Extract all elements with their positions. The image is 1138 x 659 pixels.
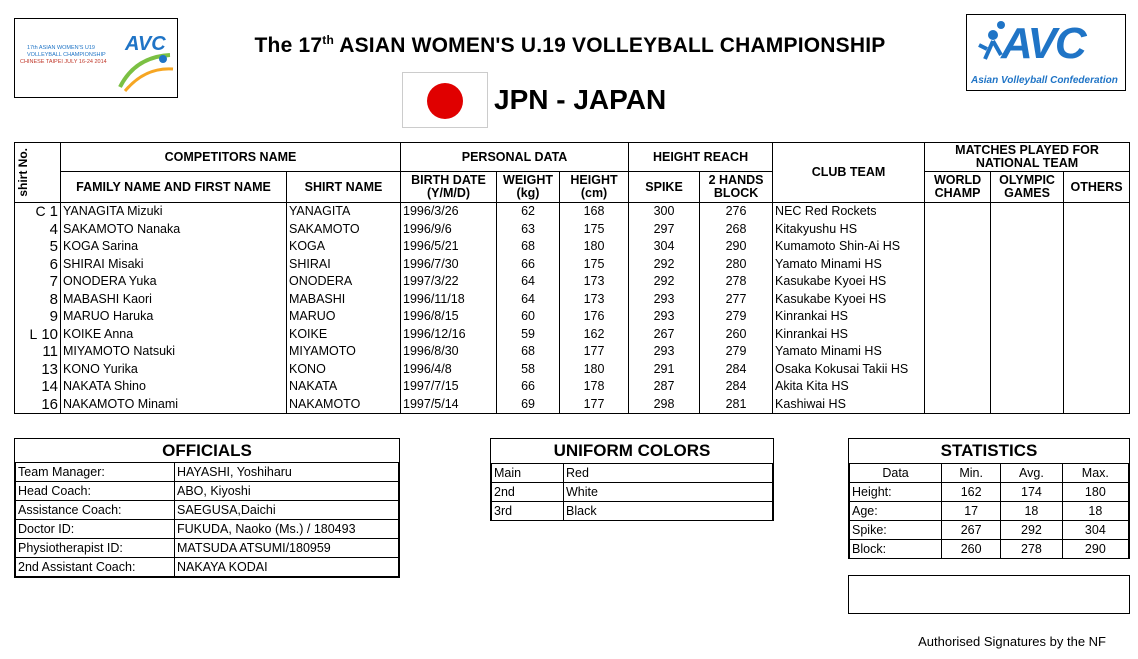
- olympic-games-cell: [991, 221, 1064, 239]
- spike-cell: 297: [629, 221, 700, 239]
- world-champ-cell: [925, 221, 991, 239]
- spike-cell: 291: [629, 361, 700, 379]
- player-row: [15, 221, 1130, 239]
- shirt-number: 9: [49, 308, 58, 326]
- player-role: L: [29, 325, 38, 342]
- shirt-number-cell: [15, 291, 61, 309]
- shirt-number: 11: [42, 343, 58, 361]
- statistics-avg-cell: 18: [1001, 502, 1063, 521]
- player-name-cell: ONODERA Yuka: [61, 273, 287, 291]
- player-role: C: [35, 203, 46, 220]
- olympic-games-cell: [991, 308, 1064, 326]
- others-cell: [1064, 343, 1130, 361]
- block-cell: 281: [700, 396, 773, 414]
- height-cell: 176: [560, 308, 629, 326]
- weight-cell: 60: [497, 308, 560, 326]
- official-row: [16, 501, 399, 520]
- flag-sun: [427, 83, 463, 119]
- weight-cell: 68: [497, 343, 560, 361]
- event-logo-line3: CHINESE TAIPEI JULY 16-24 2014: [20, 59, 107, 65]
- official-role: Head Coach:: [16, 482, 175, 501]
- player-name-cell: KOIKE Anna: [61, 326, 287, 344]
- shirt-name-cell: NAKAMOTO: [287, 396, 401, 414]
- shirt-name-header: SHIRT NAME: [287, 172, 401, 203]
- club-team-cell: Kumamoto Shin-Ai HS: [773, 238, 925, 256]
- birth-date-cell: 1996/7/30: [401, 256, 497, 274]
- spike-cell: 267: [629, 326, 700, 344]
- spike-cell: 292: [629, 256, 700, 274]
- birth-date-cell: 1996/11/18: [401, 291, 497, 309]
- statistics-avg-cell: 292: [1001, 521, 1063, 540]
- block-cell: 279: [700, 308, 773, 326]
- shirt-number: 13: [41, 360, 58, 378]
- olympic-games-cell: [991, 273, 1064, 291]
- club-team-header: CLUB TEAM: [773, 143, 925, 203]
- club-team-cell: Yamato Minami HS: [773, 343, 925, 361]
- player-name-cell: KOGA Sarina: [61, 238, 287, 256]
- roster-body: [15, 203, 1130, 414]
- signature-caption: Authorised Signatures by the NF: [918, 634, 1106, 649]
- event-logo-line2: VOLLEYBALL CHAMPIONSHIP: [27, 52, 106, 58]
- official-name: MATSUDA ATSUMI/180959: [175, 539, 399, 558]
- family-first-header: FAMILY NAME AND FIRST NAME: [61, 172, 287, 203]
- weight-cell: 62: [497, 203, 560, 221]
- olympic-games-header: OLYMPIC GAMES: [991, 172, 1064, 203]
- spike-cell: 298: [629, 396, 700, 414]
- uniform-panel: [490, 438, 774, 521]
- uniform-table: [491, 463, 773, 521]
- statistics-header-cell: Avg.: [1001, 464, 1063, 483]
- statistics-panel: [848, 438, 1130, 559]
- player-row: [15, 396, 1130, 414]
- shirt-number-cell: [15, 378, 61, 396]
- official-role: Doctor ID:: [16, 520, 175, 539]
- shirt-number: 8: [49, 290, 58, 308]
- spike-header: SPIKE: [629, 172, 700, 203]
- statistics-row: [850, 521, 1129, 540]
- others-cell: [1064, 238, 1130, 256]
- block-cell: 280: [700, 256, 773, 274]
- player-row: [15, 273, 1130, 291]
- spike-cell: 293: [629, 308, 700, 326]
- block-cell: 290: [700, 238, 773, 256]
- shirt-number-cell: [15, 221, 61, 239]
- others-cell: [1064, 291, 1130, 309]
- weight-cell: 64: [497, 273, 560, 291]
- shirt-no-header-label: shirt No.: [16, 148, 30, 197]
- olympic-games-cell: [991, 203, 1064, 221]
- statistics-min-cell: 17: [942, 502, 1001, 521]
- block-cell: 279: [700, 343, 773, 361]
- uniform-title: UNIFORM COLORS: [491, 439, 773, 464]
- shirt-number: 5: [49, 238, 58, 256]
- weight-header: WEIGHT (kg): [497, 172, 560, 203]
- block-cell: 278: [700, 273, 773, 291]
- block-cell: 284: [700, 361, 773, 379]
- shirt-name-cell: SHIRAI: [287, 256, 401, 274]
- official-row: [16, 463, 399, 482]
- statistics-min-cell: 260: [942, 540, 1001, 559]
- spike-cell: 300: [629, 203, 700, 221]
- statistics-avg-cell: 174: [1001, 483, 1063, 502]
- player-name-cell: MABASHI Kaori: [61, 291, 287, 309]
- officials-table: [15, 462, 399, 577]
- world-champ-cell: [925, 343, 991, 361]
- statistics-header-cell: Min.: [942, 464, 1001, 483]
- uniform-color: Red: [564, 464, 773, 483]
- weight-cell: 68: [497, 238, 560, 256]
- olympic-games-cell: [991, 343, 1064, 361]
- title-rest: ASIAN WOMEN'S U.19 VOLLEYBALL CHAMPIONSHIP: [333, 34, 886, 57]
- statistics-row: [850, 483, 1129, 502]
- player-row: [15, 203, 1130, 221]
- statistics-row: [850, 502, 1129, 521]
- country-name: JPN - JAPAN: [494, 84, 667, 115]
- others-cell: [1064, 221, 1130, 239]
- statistics-title: STATISTICS: [849, 439, 1129, 464]
- roster-table: [14, 142, 1130, 414]
- block-header: 2 HANDS BLOCK: [700, 172, 773, 203]
- club-team-cell: Akita Kita HS: [773, 378, 925, 396]
- club-team-cell: Kashiwai HS: [773, 396, 925, 414]
- olympic-games-cell: [991, 361, 1064, 379]
- world-champ-cell: [925, 273, 991, 291]
- uniform-row: [492, 502, 773, 521]
- statistics-max-cell: 18: [1062, 502, 1128, 521]
- height-cell: 168: [560, 203, 629, 221]
- birth-date-cell: 1997/7/15: [401, 378, 497, 396]
- shirt-name-cell: YANAGITA: [287, 203, 401, 221]
- birth-date-cell: 1996/8/30: [401, 343, 497, 361]
- weight-cell: 66: [497, 378, 560, 396]
- official-name: SAEGUSA,Daichi: [175, 501, 399, 520]
- weight-cell: 58: [497, 361, 560, 379]
- olympic-games-cell: [991, 326, 1064, 344]
- shirt-number-cell: [15, 203, 61, 221]
- birth-date-cell: 1997/3/22: [401, 273, 497, 291]
- event-logo-badge: AVC: [125, 33, 166, 55]
- height-cell: 175: [560, 256, 629, 274]
- world-champ-cell: [925, 378, 991, 396]
- height-cell: 177: [560, 396, 629, 414]
- volleyball-player-graphic: [115, 47, 175, 95]
- birth-date-cell: 1996/12/16: [401, 326, 497, 344]
- world-champ-cell: [925, 396, 991, 414]
- birth-date-cell: 1997/5/14: [401, 396, 497, 414]
- page-title: [180, 33, 960, 58]
- player-name-cell: MIYAMOTO Natsuki: [61, 343, 287, 361]
- player-row: [15, 326, 1130, 344]
- height-cell: 178: [560, 378, 629, 396]
- others-cell: [1064, 378, 1130, 396]
- statistics-header-cell: Data: [850, 464, 942, 483]
- event-logo-line1: 17th ASIAN WOMEN'S U19: [27, 45, 95, 51]
- spike-cell: 293: [629, 343, 700, 361]
- club-team-cell: Kinrankai HS: [773, 326, 925, 344]
- player-row: [15, 378, 1130, 396]
- block-cell: 260: [700, 326, 773, 344]
- olympic-games-cell: [991, 396, 1064, 414]
- official-role: 2nd Assistant Coach:: [16, 558, 175, 577]
- olympic-games-cell: [991, 378, 1064, 396]
- player-row: [15, 256, 1130, 274]
- shirt-number-cell: [15, 326, 61, 344]
- weight-cell: 66: [497, 256, 560, 274]
- block-cell: 277: [700, 291, 773, 309]
- world-champ-cell: [925, 291, 991, 309]
- height-cell: 180: [560, 361, 629, 379]
- height-cell: 173: [560, 291, 629, 309]
- uniform-color: White: [564, 483, 773, 502]
- height-cell: 177: [560, 343, 629, 361]
- shirt-name-cell: NAKATA: [287, 378, 401, 396]
- height-cell: 173: [560, 273, 629, 291]
- world-champ-cell: [925, 256, 991, 274]
- officials-title: OFFICIALS: [15, 439, 399, 463]
- spike-cell: 292: [629, 273, 700, 291]
- signature-box: [848, 575, 1130, 614]
- height-reach-header: HEIGHT REACH: [629, 143, 773, 172]
- height-cell: 175: [560, 221, 629, 239]
- shirt-number-cell: [15, 361, 61, 379]
- uniform-label: 2nd: [492, 483, 564, 502]
- world-champ-cell: [925, 203, 991, 221]
- shirt-name-cell: KOIKE: [287, 326, 401, 344]
- player-row: [15, 361, 1130, 379]
- shirt-number: 16: [41, 395, 58, 413]
- event-logo: [14, 18, 178, 98]
- title-sup: th: [322, 33, 334, 47]
- club-team-cell: Kasukabe Kyoei HS: [773, 291, 925, 309]
- spike-cell: 287: [629, 378, 700, 396]
- shirt-name-cell: KOGA: [287, 238, 401, 256]
- spike-cell: 293: [629, 291, 700, 309]
- competitors-header: COMPETITORS NAME: [61, 143, 401, 172]
- height-cell: 180: [560, 238, 629, 256]
- player-name-cell: SAKAMOTO Nanaka: [61, 221, 287, 239]
- official-name: HAYASHI, Yoshiharu: [175, 463, 399, 482]
- others-cell: [1064, 308, 1130, 326]
- others-cell: [1064, 256, 1130, 274]
- shirt-name-cell: MABASHI: [287, 291, 401, 309]
- shirt-number: 7: [49, 273, 58, 291]
- birth-date-cell: 1996/8/15: [401, 308, 497, 326]
- uniform-label: Main: [492, 464, 564, 483]
- others-cell: [1064, 361, 1130, 379]
- uniform-color: Black: [564, 502, 773, 521]
- spike-cell: 304: [629, 238, 700, 256]
- shirt-name-cell: MIYAMOTO: [287, 343, 401, 361]
- weight-cell: 63: [497, 221, 560, 239]
- others-cell: [1064, 326, 1130, 344]
- shirt-name-cell: MARUO: [287, 308, 401, 326]
- birth-date-cell: 1996/9/6: [401, 221, 497, 239]
- official-row: [16, 539, 399, 558]
- title-prefix: The 17: [254, 34, 323, 57]
- birth-date-header: BIRTH DATE (Y/M/D): [401, 172, 497, 203]
- club-team-cell: Osaka Kokusai Takii HS: [773, 361, 925, 379]
- others-cell: [1064, 273, 1130, 291]
- others-cell: [1064, 203, 1130, 221]
- world-champ-cell: [925, 238, 991, 256]
- shirt-name-cell: KONO: [287, 361, 401, 379]
- player-row: [15, 308, 1130, 326]
- shirt-number: 6: [49, 255, 58, 273]
- avc-logo-caption: Asian Volleyball Confederation: [971, 75, 1118, 86]
- world-champ-header: WORLD CHAMP: [925, 172, 991, 203]
- club-team-cell: Kitakyushu HS: [773, 221, 925, 239]
- olympic-games-cell: [991, 238, 1064, 256]
- world-champ-cell: [925, 326, 991, 344]
- official-role: Physiotherapist ID:: [16, 539, 175, 558]
- statistics-min-cell: 162: [942, 483, 1001, 502]
- shirt-number-cell: [15, 238, 61, 256]
- statistics-max-cell: 290: [1062, 540, 1128, 559]
- club-team-cell: Kasukabe Kyoei HS: [773, 273, 925, 291]
- shirt-number-cell: [15, 273, 61, 291]
- statistics-row: [850, 540, 1129, 559]
- official-row: [16, 482, 399, 501]
- statistics-header-cell: Max.: [1062, 464, 1128, 483]
- statistics-label-cell: Spike:: [850, 521, 942, 540]
- shirt-number: 1: [49, 203, 58, 221]
- official-name: NAKAYA KODAI: [175, 558, 399, 577]
- block-cell: 268: [700, 221, 773, 239]
- block-cell: 276: [700, 203, 773, 221]
- player-row: [15, 343, 1130, 361]
- shirt-number-cell: [15, 396, 61, 414]
- shirt-number-cell: [15, 308, 61, 326]
- weight-cell: 64: [497, 291, 560, 309]
- avc-logo-mark: AVC: [1001, 19, 1085, 68]
- official-role: Team Manager:: [16, 463, 175, 482]
- block-cell: 284: [700, 378, 773, 396]
- uniform-row: [492, 483, 773, 502]
- avc-logo: [966, 14, 1126, 91]
- world-champ-cell: [925, 308, 991, 326]
- player-name-cell: NAKATA Shino: [61, 378, 287, 396]
- weight-cell: 69: [497, 396, 560, 414]
- others-header: OTHERS: [1064, 172, 1130, 203]
- uniform-label: 3rd: [492, 502, 564, 521]
- height-header: HEIGHT (cm): [560, 172, 629, 203]
- statistics-label-cell: Age:: [850, 502, 942, 521]
- club-team-cell: Kinrankai HS: [773, 308, 925, 326]
- shirt-number: 10: [41, 325, 58, 343]
- officials-panel: [14, 438, 400, 578]
- statistics-label-cell: Block:: [850, 540, 942, 559]
- statistics-header-row: [850, 464, 1129, 483]
- shirt-number-cell: [15, 256, 61, 274]
- official-name: FUKUDA, Naoko (Ms.) / 180493: [175, 520, 399, 539]
- player-name-cell: SHIRAI Misaki: [61, 256, 287, 274]
- statistics-label-cell: Height:: [850, 483, 942, 502]
- player-name-cell: MARUO Haruka: [61, 308, 287, 326]
- official-row: [16, 520, 399, 539]
- statistics-max-cell: 180: [1062, 483, 1128, 502]
- statistics-avg-cell: 278: [1001, 540, 1063, 559]
- shirt-name-cell: SAKAMOTO: [287, 221, 401, 239]
- shirt-number-cell: [15, 343, 61, 361]
- personal-data-header: PERSONAL DATA: [401, 143, 629, 172]
- olympic-games-cell: [991, 291, 1064, 309]
- shirt-no-header: [15, 143, 61, 203]
- club-team-cell: Yamato Minami HS: [773, 256, 925, 274]
- player-name-cell: NAKAMOTO Minami: [61, 396, 287, 414]
- statistics-min-cell: 267: [942, 521, 1001, 540]
- others-cell: [1064, 396, 1130, 414]
- official-name: ABO, Kiyoshi: [175, 482, 399, 501]
- statistics-max-cell: 304: [1062, 521, 1128, 540]
- world-champ-cell: [925, 361, 991, 379]
- matches-header: MATCHES PLAYED FOR NATIONAL TEAM: [925, 143, 1130, 172]
- shirt-name-cell: ONODERA: [287, 273, 401, 291]
- birth-date-cell: 1996/5/21: [401, 238, 497, 256]
- official-role: Assistance Coach:: [16, 501, 175, 520]
- statistics-table: [849, 463, 1129, 559]
- uniform-row: [492, 464, 773, 483]
- club-team-cell: NEC Red Rockets: [773, 203, 925, 221]
- player-name-cell: KONO Yurika: [61, 361, 287, 379]
- player-name-cell: YANAGITA Mizuki: [61, 203, 287, 221]
- olympic-games-cell: [991, 256, 1064, 274]
- player-row: [15, 238, 1130, 256]
- official-row: [16, 558, 399, 577]
- weight-cell: 59: [497, 326, 560, 344]
- shirt-number: 4: [49, 220, 58, 238]
- shirt-number: 14: [41, 378, 58, 396]
- birth-date-cell: 1996/3/26: [401, 203, 497, 221]
- japan-flag: [402, 72, 488, 128]
- player-row: [15, 291, 1130, 309]
- height-cell: 162: [560, 326, 629, 344]
- birth-date-cell: 1996/4/8: [401, 361, 497, 379]
